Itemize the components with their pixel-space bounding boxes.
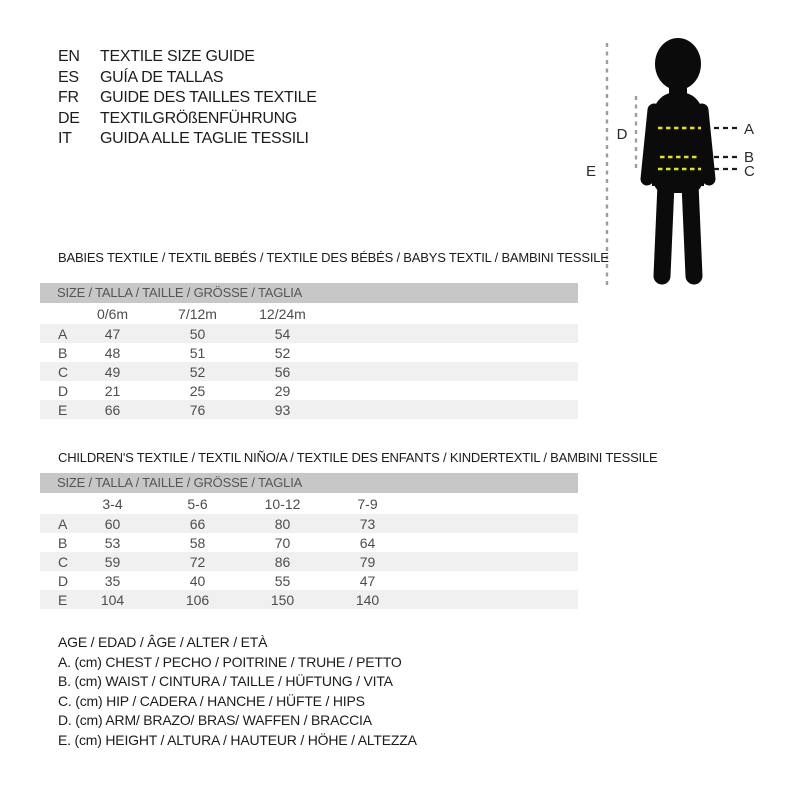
row-label: D — [58, 382, 69, 399]
language-title-list — [58, 47, 317, 150]
column-header: 0/6m — [96, 305, 129, 322]
guide-title-en: TEXTILE SIZE GUIDE — [100, 48, 255, 66]
label-a: A — [744, 121, 755, 138]
cell: 54 — [274, 325, 291, 342]
measurement-legend — [58, 633, 417, 751]
label-e: E — [585, 163, 597, 180]
language-row-en — [58, 47, 317, 68]
babies-column-header-row — [40, 303, 578, 324]
cell: 60 — [104, 515, 121, 532]
cell: 72 — [189, 553, 206, 570]
column-header: 7/12m — [178, 305, 217, 322]
cell: 64 — [359, 534, 376, 551]
cell: 79 — [359, 553, 376, 570]
language-code: EN — [58, 48, 80, 66]
cell: 59 — [104, 553, 121, 570]
row-label: A — [58, 515, 68, 532]
language-row-it — [58, 129, 317, 150]
cell: 48 — [104, 344, 121, 361]
column-header: 3-4 — [102, 495, 123, 512]
row-label: B — [58, 344, 68, 361]
babies-section-title: BABIES TEXTILE / TEXTIL BEBÉS / TEXTILE DES BÉBÉS / BABYS TEXTIL / BAMBINI TESSILE — [58, 250, 609, 265]
language-code: IT — [58, 130, 72, 148]
label-c: C — [744, 163, 755, 180]
cell: 47 — [104, 325, 121, 342]
babies-size-table — [40, 283, 578, 419]
language-row-fr — [58, 88, 317, 109]
row-label: E — [58, 401, 68, 418]
size-header-bar: SIZE / TALLA / TAILLE / GRÖSSE / TAGLIA — [40, 283, 578, 303]
guide-title-it: GUIDA ALLE TAGLIE TESSILI — [100, 130, 309, 148]
column-header: 5-6 — [187, 495, 208, 512]
cell: 55 — [274, 572, 291, 589]
children-size-table — [40, 473, 578, 609]
legend-age: AGE / EDAD / ÂGE / ALTER / ETÀ — [58, 634, 268, 650]
legend-hip: C. (cm) HIP / CADERA / HANCHE / HÜFTE / HIPS — [58, 692, 365, 709]
row-label: C — [58, 553, 69, 570]
children-section-title: CHILDREN'S TEXTILE / TEXTIL NIÑO/A / TEXTILE DES ENFANTS / KINDERTEXTIL / BAMBINI TESSILE — [58, 450, 658, 465]
table-row-d — [40, 571, 578, 590]
cell: 150 — [270, 591, 295, 608]
cell: 76 — [189, 401, 206, 418]
cell: 106 — [185, 591, 210, 608]
table-row-b — [40, 533, 578, 552]
table-row-a — [40, 324, 578, 343]
row-label: E — [58, 591, 68, 608]
label-d: D — [616, 126, 628, 143]
legend-height: E. (cm) HEIGHT / ALTURA / HAUTEUR / HÖHE / ALTEZZA — [58, 731, 417, 748]
table-row-c — [40, 552, 578, 571]
cell: 29 — [274, 382, 291, 399]
cell: 140 — [355, 591, 380, 608]
cell: 58 — [189, 534, 206, 551]
cell: 70 — [274, 534, 291, 551]
cell: 49 — [104, 363, 121, 380]
cell: 53 — [104, 534, 121, 551]
table-row-e — [40, 400, 578, 419]
cell: 80 — [274, 515, 291, 532]
cell: 104 — [100, 591, 125, 608]
cell: 21 — [104, 382, 121, 399]
cell: 50 — [189, 325, 206, 342]
cell: 52 — [189, 363, 206, 380]
language-row-de — [58, 109, 317, 130]
size-header-bar: SIZE / TALLA / TAILLE / GRÖSSE / TAGLIA — [40, 473, 578, 493]
label-b: B — [744, 149, 755, 166]
row-label: C — [58, 363, 69, 380]
table-row-a — [40, 514, 578, 533]
legend-waist: B. (cm) WAIST / CINTURA / TAILLE / HÜFTUNG / VITA — [58, 673, 393, 690]
cell: 25 — [189, 382, 206, 399]
guide-title-es: GUÍA DE TALLAS — [100, 68, 224, 86]
cell: 86 — [274, 553, 291, 570]
column-header: 7-9 — [357, 495, 378, 512]
table-row-e — [40, 590, 578, 609]
cell: 47 — [359, 572, 376, 589]
language-row-es — [58, 68, 317, 89]
table-row-c — [40, 362, 578, 381]
table-row-d — [40, 381, 578, 400]
column-header: 10-12 — [264, 495, 301, 512]
cell: 35 — [104, 572, 121, 589]
cell: 51 — [189, 344, 206, 361]
language-code: ES — [58, 68, 79, 86]
language-code: DE — [58, 109, 80, 127]
guide-title-fr: GUIDE DES TAILLES TEXTILE — [100, 89, 317, 107]
row-label: A — [58, 325, 68, 342]
row-label: D — [58, 572, 69, 589]
cell: 52 — [274, 344, 291, 361]
legend-arm: D. (cm) ARM/ BRAZO/ BRAS/ WAFFEN / BRACCIA — [58, 712, 372, 729]
cell: 66 — [104, 401, 121, 418]
cell: 40 — [189, 572, 206, 589]
column-header: 12/24m — [259, 305, 306, 322]
cell: 66 — [189, 515, 206, 532]
legend-chest: A. (cm) CHEST / PECHO / POITRINE / TRUHE / PETTO — [58, 653, 402, 670]
cell: 93 — [274, 401, 291, 418]
children-column-header-row — [40, 493, 578, 514]
row-label: B — [58, 534, 68, 551]
guide-title-de: TEXTILGRÖßENFÜHRUNG — [100, 109, 297, 127]
language-code: FR — [58, 89, 79, 107]
cell: 73 — [359, 515, 376, 532]
cell: 56 — [274, 363, 291, 380]
table-row-b — [40, 343, 578, 362]
